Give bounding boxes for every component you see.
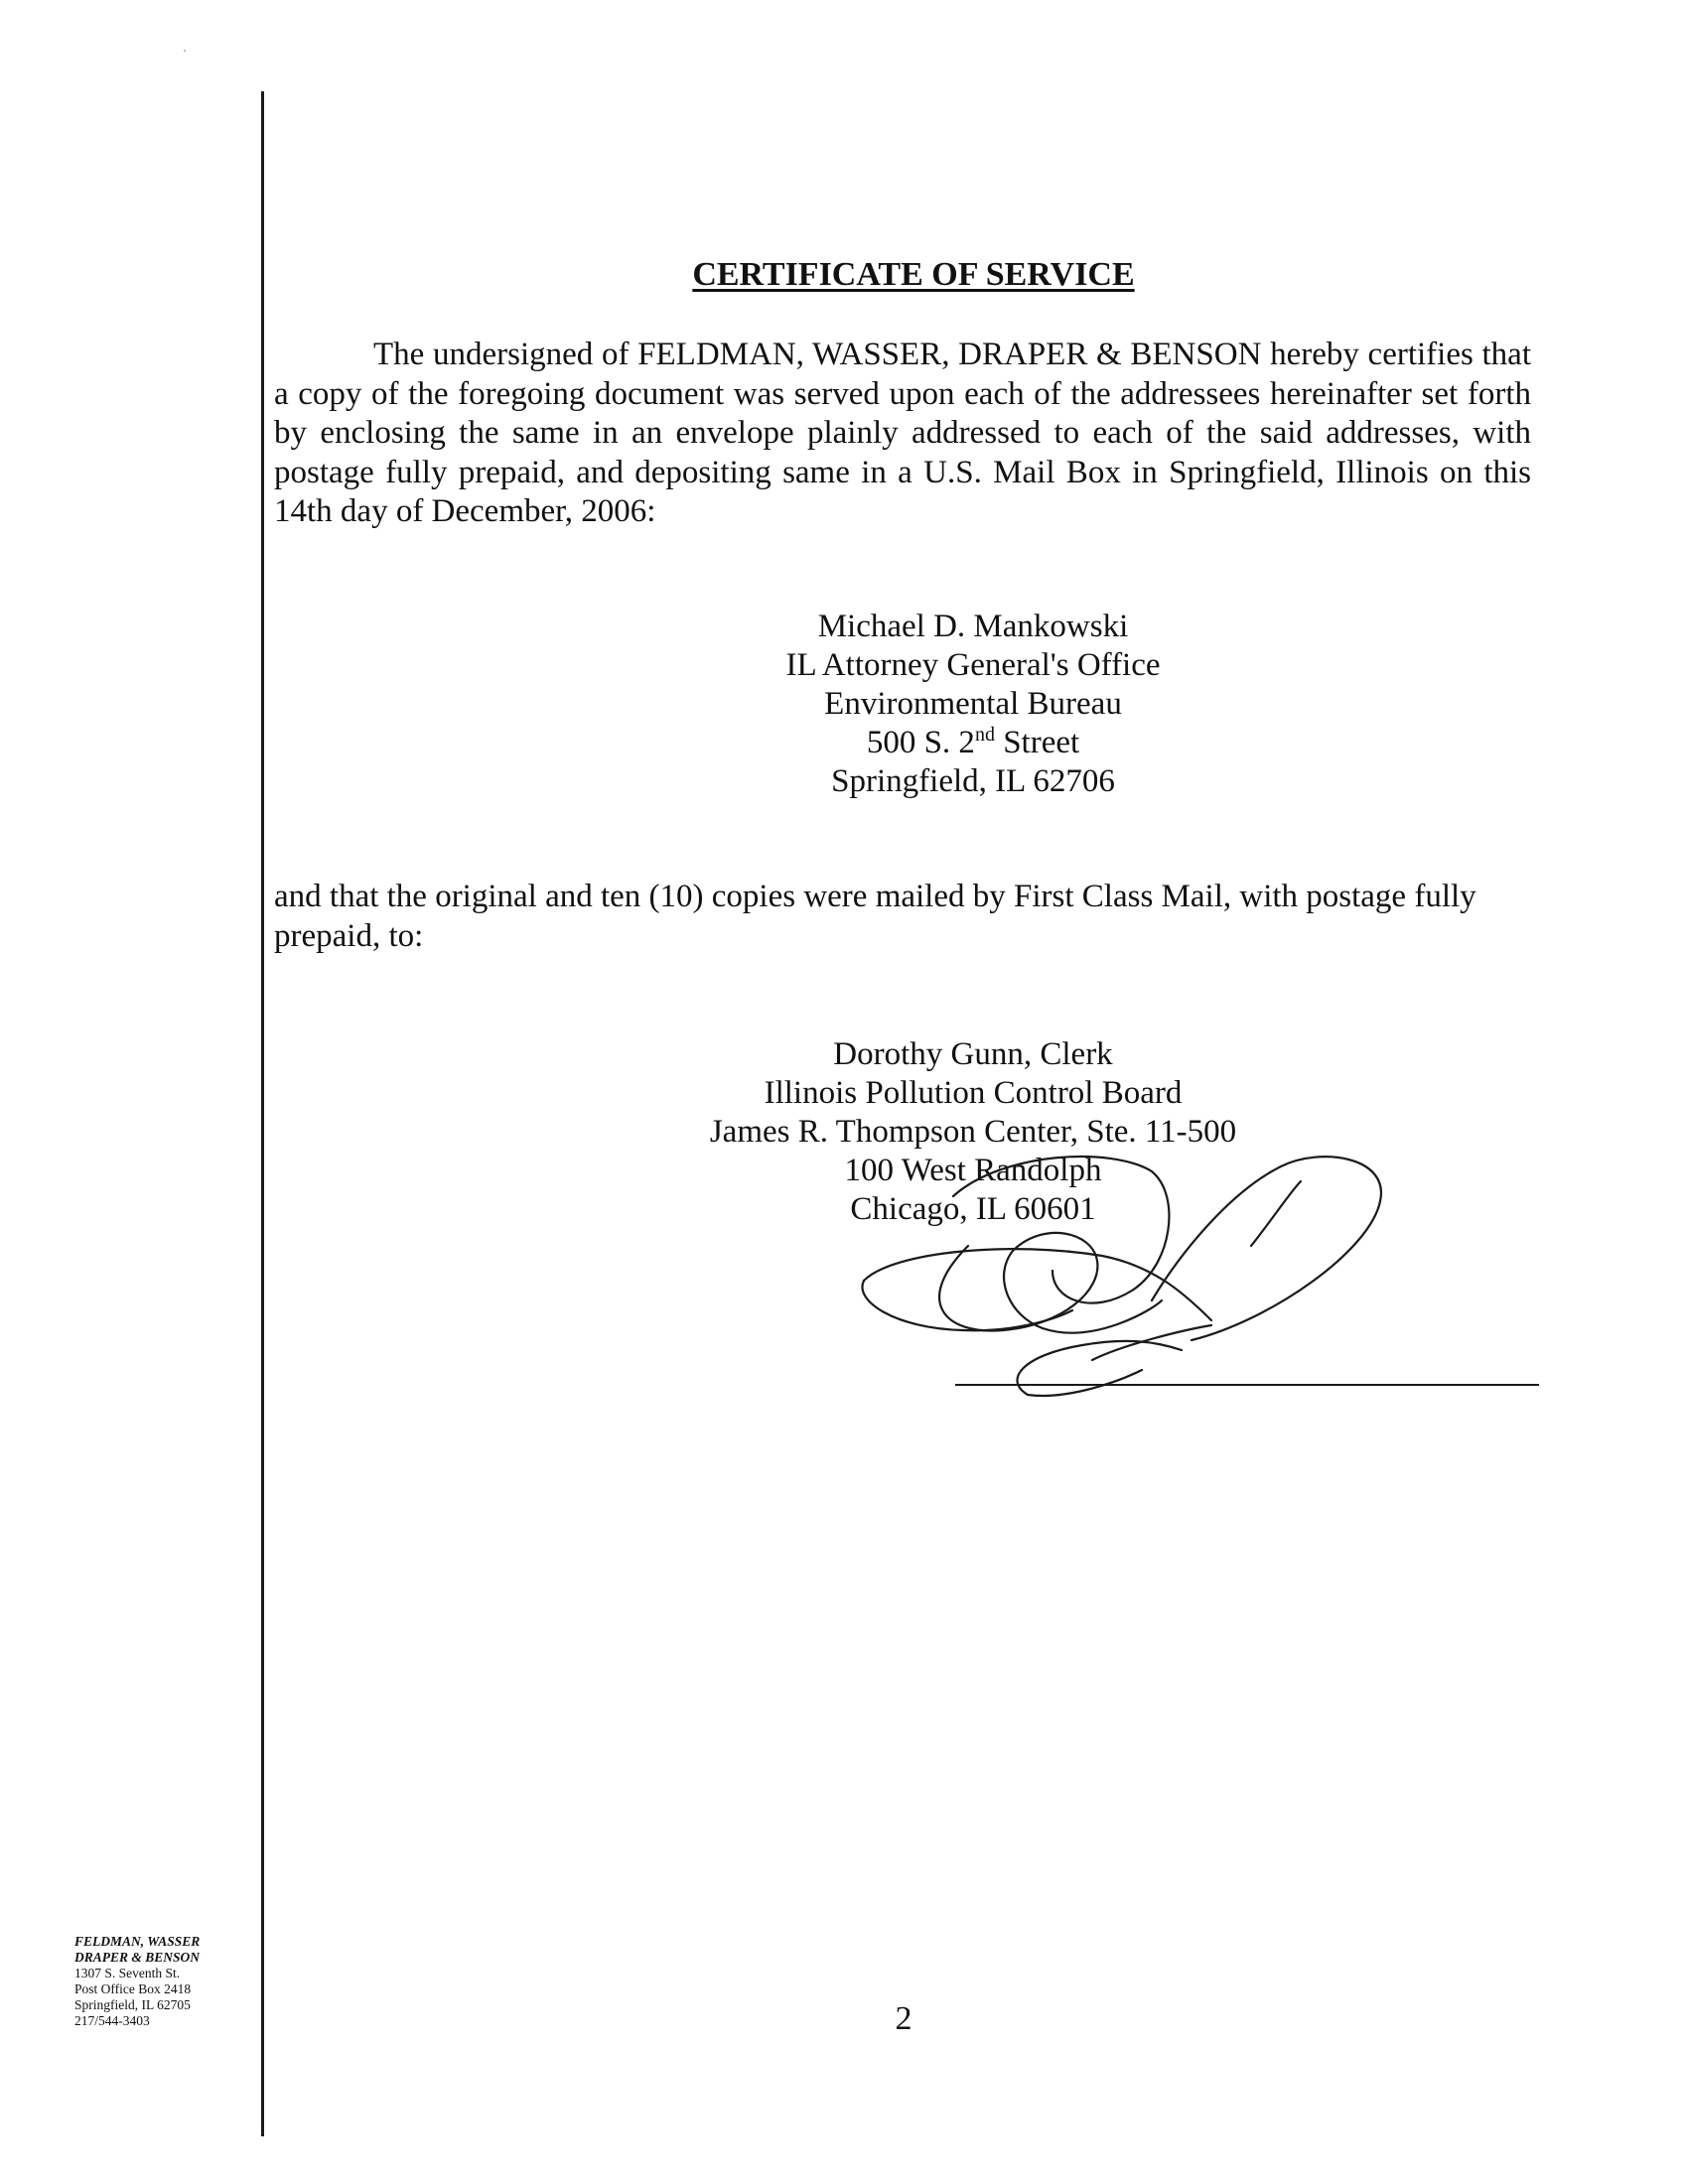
firm-phone: 217/544-3403 <box>74 2013 150 2028</box>
street-number: 500 S. 2 <box>866 725 975 760</box>
document-title: CERTIFICATE OF SERVICE <box>692 256 1135 293</box>
service-paragraph-text: The undersigned of FELDMAN, WASSER, DRAPER & BENSON hereby certifies that a copy of the foregoing document was served upon each of the addressees hereinafter set forth by enclosing the same in an envelope plainly addressed to each of the said addresses, with postage fully prepaid, and depositing same in a U.S. Mail Box in Springfield, Illinois on this 14th day of December, 2006: <box>274 337 1531 529</box>
addressee-2-city: Chicago, IL 60601 <box>850 1191 1096 1227</box>
handwritten-signature <box>854 1152 1410 1400</box>
firm-street: 1307 S. Seventh St. <box>74 1966 181 1980</box>
addressee-1-bureau: Environmental Bureau <box>824 686 1122 722</box>
addressee-1-block <box>417 608 1529 801</box>
firm-name-line-1: FELDMAN, WASSER <box>74 1934 201 1949</box>
addressee-2-building: James R. Thompson Center, Ste. 11-500 <box>709 1114 1237 1150</box>
addressee-2-name: Dorothy Gunn, Clerk <box>833 1036 1113 1072</box>
addressee-1-name: Michael D. Mankowski <box>817 609 1129 644</box>
margin-rule <box>261 91 264 2136</box>
street-name: Street <box>994 725 1080 760</box>
scan-speck <box>184 50 186 52</box>
service-paragraph <box>274 336 1531 532</box>
addressee-2-street: 100 West Randolph <box>844 1153 1102 1188</box>
page-number: 2 <box>895 2000 912 2037</box>
addressee-1-city: Springfield, IL 62706 <box>831 763 1115 799</box>
firm-po-box: Post Office Box 2418 <box>74 1981 192 1996</box>
mailing-paragraph: and that the original and ten (10) copies were mailed by First Class Mail, with postage fully prepaid, to: <box>274 879 1476 954</box>
addressee-1-street <box>417 724 1529 762</box>
signature-line <box>955 1384 1539 1386</box>
firm-city: Springfield, IL 62705 <box>74 1997 191 2012</box>
firm-name-line-2: DRAPER & BENSON <box>74 1950 201 1965</box>
addressee-2-board: Illinois Pollution Control Board <box>764 1075 1183 1111</box>
street-ordinal-suffix: nd <box>974 724 995 746</box>
addressee-1-office: IL Attorney General's Office <box>785 647 1161 683</box>
firm-letterhead <box>74 1934 263 2029</box>
